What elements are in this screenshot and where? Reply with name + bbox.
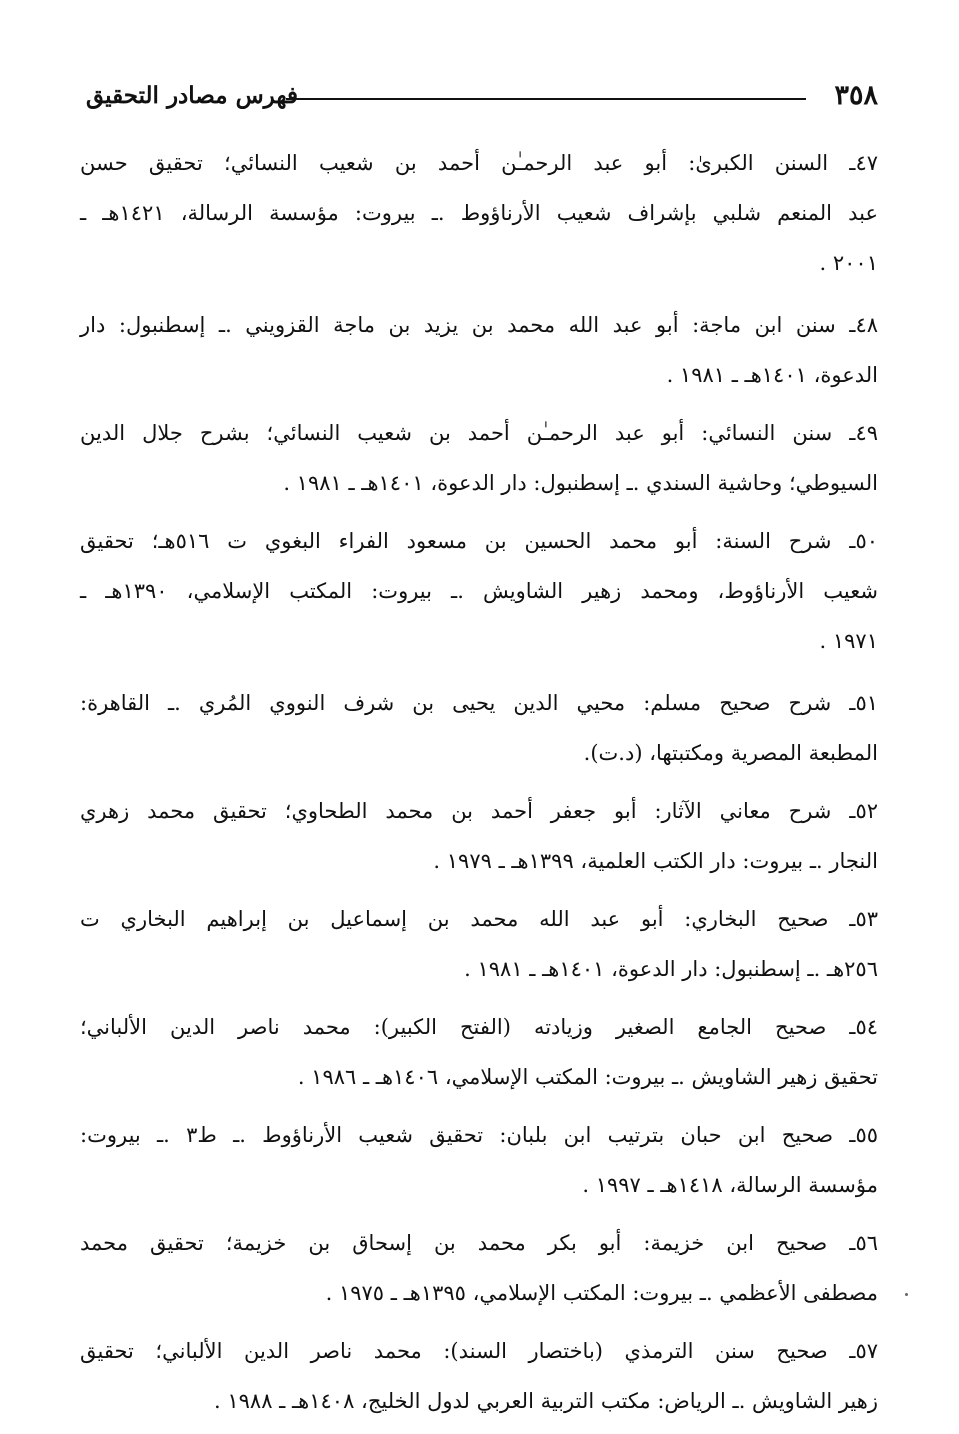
entry-line: ٥٠ـ شرح السنة: أبو محمد الحسين بن مسعود الفراء البغوي ت ٥١٦هـ؛ تحقيق <box>80 529 878 553</box>
running-title: فهرس مصادر التحقيق <box>86 82 298 109</box>
bibliography-entry-54 <box>80 1002 878 1102</box>
entry-line: ٥١ـ شرح صحيح مسلم: محيي الدين يحيى بن شرف النووي المُري .ـ القاهرة: <box>80 691 878 715</box>
bibliography-entry-51 <box>80 678 878 778</box>
entry-line: المطبعة المصرية ومكتبتها، (د.ت). <box>583 741 878 765</box>
page-header <box>86 78 878 114</box>
entry-line: ٥٦ـ صحيح ابن خزيمة: أبو بكر محمد بن إسحاق بن خزيمة؛ تحقيق محمد <box>80 1231 878 1255</box>
bibliography-entry-49 <box>80 408 878 508</box>
bibliography-entry-55 <box>80 1110 878 1210</box>
entry-line: النجار .ـ بيروت: دار الكتب العلمية، ١٣٩٩هـ ـ ١٩٧٩ . <box>433 849 878 873</box>
entry-line: شعيب الأرناؤوط، ومحمد زهير الشاويش .ـ بيروت: المكتب الإسلامي، ١٣٩٠هـ ـ <box>80 579 878 603</box>
entry-line: ٢٠٠١ . <box>819 251 878 275</box>
entry-line: ٢٥٦هـ .ـ إسطنبول: دار الدعوة، ١٤٠١هـ ـ ١٩٨١ . <box>464 957 878 981</box>
entry-line: زهير الشاويش .ـ الرياض: مكتب التربية العربي لدول الخليج، ١٤٠٨هـ ـ ١٩٨٨ . <box>214 1389 878 1413</box>
entry-line: الدعوة، ١٤٠١هـ ـ ١٩٨١ . <box>666 363 878 387</box>
bibliography-entry-53 <box>80 894 878 994</box>
bibliography-entry-57 <box>80 1326 878 1426</box>
entry-line: ٥٧ـ صحيح سنن الترمذي (باختصار السند): محمد ناصر الدين الألباني؛ تحقيق <box>80 1339 878 1363</box>
entry-line: مصطفى الأعظمي .ـ بيروت: المكتب الإسلامي، ١٣٩٥هـ ـ ١٩٧٥ . <box>325 1281 878 1305</box>
entry-line: مؤسسة الرسالة، ١٤١٨هـ ـ ١٩٩٧ . <box>582 1173 878 1197</box>
page-number: ٣٥٨ <box>834 80 878 111</box>
entry-line: السيوطي؛ وحاشية السندي .ـ إسطنبول: دار الدعوة، ١٤٠١هـ ـ ١٩٨١ . <box>283 471 878 495</box>
entry-line: عبد المنعم شلبي بإشراف شعيب الأرناؤوط .ـ بيروت: مؤسسة الرسالة، ١٤٢١هـ ـ <box>80 201 878 225</box>
bibliography-entry-52 <box>80 786 878 886</box>
bibliography-entry-56 <box>80 1218 878 1318</box>
margin-speck <box>905 1293 908 1296</box>
bibliography-list <box>80 138 878 1434</box>
bibliography-entry-47 <box>80 138 878 288</box>
entry-line: تحقيق زهير الشاويش .ـ بيروت: المكتب الإسلامي، ١٤٠٦هـ ـ ١٩٨٦ . <box>297 1065 878 1089</box>
header-rule <box>286 98 806 100</box>
entry-line: ٤٨ـ سنن ابن ماجة: أبو عبد الله محمد بن يزيد بن ماجة القزويني .ـ إسطنبول: دار <box>80 313 878 337</box>
entry-line: ١٩٧١ . <box>819 629 878 653</box>
entry-line: ٥٣ـ صحيح البخاري: أبو عبد الله محمد بن إسماعيل بن إبراهيم البخاري ت <box>80 907 878 931</box>
bibliography-entry-48 <box>80 300 878 400</box>
entry-line: ٥٢ـ شرح معاني الآثار: أبو جعفر أحمد بن محمد الطحاوي؛ تحقيق محمد زهري <box>80 799 878 823</box>
entry-line: ٤٩ـ سنن النسائي: أبو عبد الرحمـٰن أحمد بن شعيب النسائي؛ بشرح جلال الدين <box>80 421 878 445</box>
entry-line: ٤٧ـ السنن الكبرىٰ: أبو عبد الرحمـٰن أحمد بن شعيب النسائي؛ تحقيق حسن <box>80 151 878 175</box>
entry-line: ٥٥ـ صحيح ابن حبان بترتيب ابن بلبان: تحقيق شعيب الأرناؤوط .ـ ط٣ .ـ بيروت: <box>80 1123 878 1147</box>
bibliography-entry-50 <box>80 516 878 666</box>
entry-line: ٥٤ـ صحيح الجامع الصغير وزيادته (الفتح الكبير): محمد ناصر الدين الألباني؛ <box>80 1015 878 1039</box>
